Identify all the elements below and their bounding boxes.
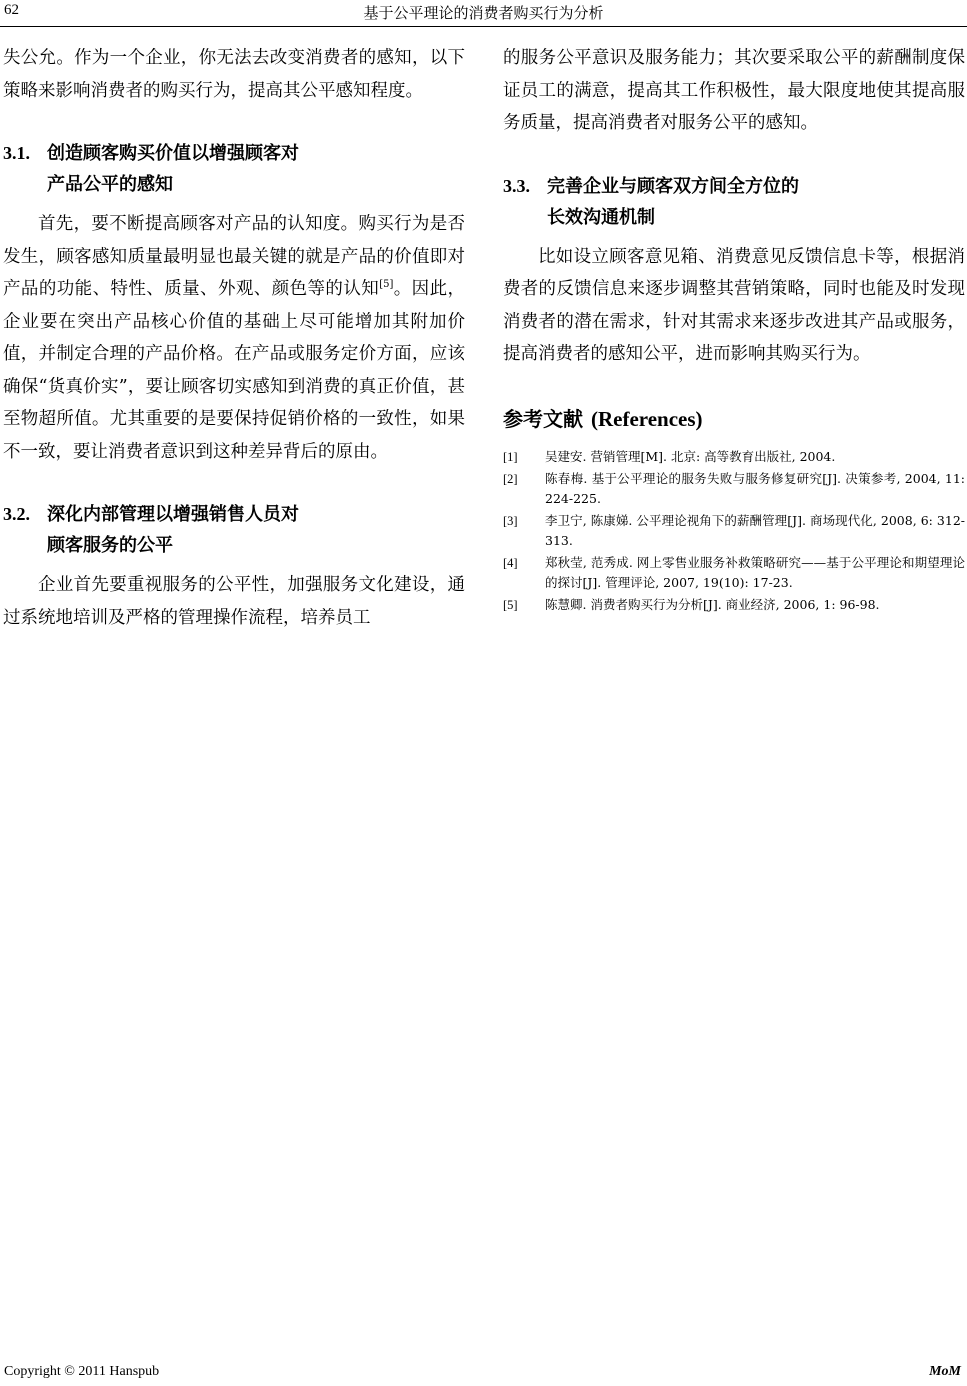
section-title-line1: 创造顾客购买价值以增强顾客对	[47, 143, 299, 164]
copyright-notice: Copyright © 2011 Hanspub	[4, 1364, 160, 1379]
section-3-2-paragraph: 企业首先要重视服务的公平性，加强服务文化建设，通过系统地培训及严格的管理操作流程，培养员工	[3, 575, 465, 628]
reference-item	[503, 447, 965, 467]
page-number: 62	[4, 2, 19, 18]
reference-number: [1]	[503, 449, 518, 464]
right-column	[503, 42, 965, 617]
journal-abbreviation: MoM	[929, 1364, 961, 1379]
reference-item	[503, 511, 965, 551]
reference-item	[503, 553, 965, 593]
section-title-line1: 完善企业与顾客双方间全方位的	[547, 175, 799, 197]
reference-list	[503, 447, 965, 615]
section-3-1-heading	[3, 138, 465, 200]
section-3-2-heading	[3, 499, 465, 561]
references-heading	[503, 405, 965, 433]
left-column	[3, 42, 465, 634]
section-3-1-paragraph	[3, 208, 465, 468]
reference-number: [3]	[503, 513, 518, 528]
section-3-3-paragraph: 比如设立顾客意见箱、消费意见反馈信息卡等，根据消费者的反馈信息来逐步调整其营销策略，同时也能及时发现消费者的潜在需求，针对其需求来逐步改进其产品或服务，提高消费者的感知公平，进而影响其购买行为。	[503, 246, 965, 364]
reference-number: [2]	[503, 471, 518, 486]
reference-item	[503, 595, 965, 615]
references-title-en: (References)	[591, 406, 703, 431]
section-title-line2: 顾客服务的公平	[47, 535, 173, 556]
section-number: 3.2.	[3, 504, 30, 524]
section-title-line2: 长效沟通机制	[547, 206, 655, 228]
running-title: 基于公平理论的消费者购买行为分析	[363, 4, 604, 22]
section-3-3-heading	[503, 171, 965, 233]
reference-text: 陈春梅. 基于公平理论的服务失败与服务修复研究[J]. 决策参考, 2004, 11: 224-225.	[545, 470, 965, 506]
references-title-cn: 参考文献	[503, 406, 583, 431]
reference-text: 郑秋莹, 范秀成. 网上零售业服务补救策略研究——基于公平理论和期望理论的探讨[J]. 管理评论, 2007, 19(10): 17-23.	[545, 554, 965, 590]
citation-link[interactable]: [5]	[379, 279, 394, 291]
reference-text: 李卫宁, 陈康娣. 公平理论视角下的薪酬管理[J]. 商场现代化, 2008, 6: 312-313.	[545, 512, 965, 548]
continued-paragraph: 的服务公平意识及服务能力；其次要采取公平的薪酬制度保证员工的满意，提高其工作积极性，最大限度地使其提高服务质量，提高消费者对服务公平的感知。	[503, 48, 965, 133]
reference-text: 陈慧卿. 消费者购买行为分析[J]. 商业经济, 2006, 1: 96-98.	[545, 596, 880, 612]
reference-number: [4]	[503, 555, 518, 570]
paragraph-text: 。因此，企业要在突出产品核心价值的基础上尽可能增加其附加价值，并制定合理的产品价格。在产品或服务定价方面，应该确保“货真价实”，要让顾客切实感知到消费的真正价值，甚至物超所值。尤其重要的是要保持促销价格的一致性，如果不一致，要让消费者意识到这种差异背后的原由。	[3, 279, 466, 462]
paragraph-text: 首先，要不断提高顾客对产品的认知度。购买行为是否发生，顾客感知质量最明显也最关键的就是产品的价值即对产品的功能、特性、质量、外观、颜色等的认知	[3, 214, 465, 299]
reference-text: 吴建安. 营销管理[M]. 北京: 高等教育出版社, 2004.	[545, 448, 836, 464]
reference-item	[503, 469, 965, 509]
section-title-line1: 深化内部管理以增强销售人员对	[47, 504, 299, 525]
section-title-line2: 产品公平的感知	[47, 174, 173, 195]
page-header	[0, 0, 967, 27]
section-number: 3.1.	[3, 143, 30, 163]
section-number: 3.3.	[503, 175, 530, 196]
intro-paragraph: 失公允。作为一个企业，你无法去改变消费者的感知，以下策略来影响消费者的购买行为，提高其公平感知程度。	[3, 48, 465, 101]
reference-number: [5]	[503, 597, 518, 612]
